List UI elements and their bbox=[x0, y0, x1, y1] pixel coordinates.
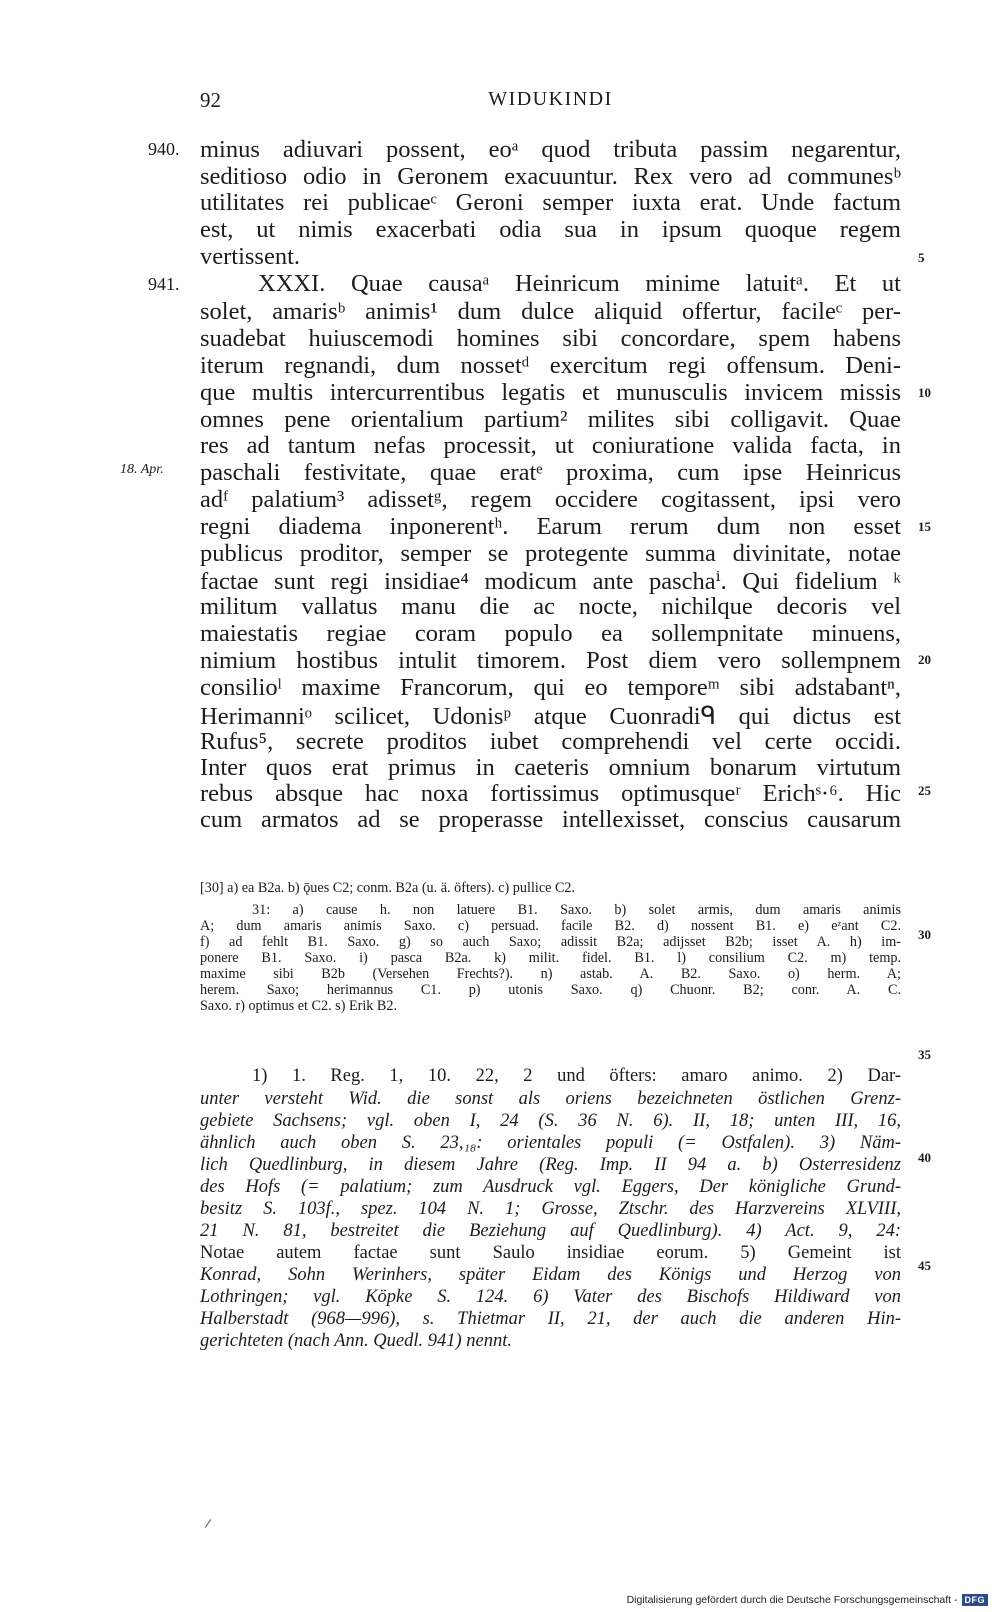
text-line: seditioso odio in Geronem exacuuntur. Rex vero ad communesᵇ bbox=[200, 163, 901, 190]
apparatus-line: 31: a) cause h. non latuere B1. Saxo. b) solet armis, dum amaris animis bbox=[252, 902, 901, 918]
text-line: Rufus⁵, secrete proditos iubet comprehendi vel certe occidi. bbox=[200, 728, 901, 755]
text-line: iterum regnandi, dum nossetᵈ exercitum regi offensum. Deni- bbox=[200, 352, 901, 379]
text-line: adᶠ palatium³ adissetᵍ, regem occidere cogitassent, ipsi vero bbox=[200, 486, 901, 513]
line-number: 25 bbox=[918, 783, 931, 798]
apparatus-line: Saxo. r) optimus et C2. s) Erik B2. bbox=[200, 998, 398, 1014]
line-number: 15 bbox=[918, 519, 931, 534]
text-line: utilitates rei publicaeᶜ Geroni semper iuxta erat. Unde factum bbox=[200, 189, 901, 216]
dfg-logo: DFG bbox=[962, 1594, 989, 1606]
chapter-heading-line: XXXI. Quae causaᵃ Heinricum minime latuitᵃ. Et ut bbox=[258, 270, 901, 297]
text-line: factae sunt regi insidiae⁴ modicum ante paschaⁱ. Qui fidelium ᵏ bbox=[200, 568, 901, 595]
apparatus-line: [30] a) ea B2a. b) ǭues C2; conm. B2a (u. ä. öfters). c) pullice C2. bbox=[200, 880, 576, 896]
footnote-line: Halberstadt (968—996), s. Thietmar II, 21, der auch die anderen Hin- bbox=[200, 1309, 901, 1329]
text-line: solet, amarisᵇ animis¹ dum dulce aliquid offertur, facileᶜ per- bbox=[200, 298, 901, 325]
line-number: 40 bbox=[918, 1150, 931, 1165]
text-line: que multis intercurrentibus legatis et munusculis invicem missis bbox=[200, 379, 901, 406]
page-header bbox=[200, 88, 901, 118]
line-number: 20 bbox=[918, 652, 931, 667]
text-line: est, ut nimis exacerbati odia sua in ipsum quoque regem bbox=[200, 216, 901, 243]
page-number: 92 bbox=[200, 88, 221, 112]
line-number: 30 bbox=[918, 927, 931, 942]
text-line: publicus proditor, semper se protegente summa divinitate, notae bbox=[200, 540, 901, 567]
footnote-line: 1) 1. Reg. 1, 10. 22, 2 und öfters: amaro animo. 2) Dar- bbox=[252, 1066, 901, 1086]
footnote-line: gebiete Sachsens; vgl. oben I, 24 (S. 36 N. 6). II, 18; unten III, 16, bbox=[200, 1111, 901, 1131]
footnote-line: lich Quedlinburg, in diesem Jahre (Reg. Imp. II 94 a. b) Osterresidenz bbox=[200, 1155, 901, 1175]
footnote-line: Lothringen; vgl. Köpke S. 124. 6) Vater des Bischofs Hildiward von bbox=[200, 1287, 901, 1307]
text-line: militum vallatus manu die ac nocte, nichilque decoris vel bbox=[200, 593, 901, 620]
footnote-line: unter versteht Wid. die sonst als oriens bezeichneten östlichen Grenz- bbox=[200, 1089, 901, 1109]
line-number: 45 bbox=[918, 1258, 931, 1273]
footnote-line: des Hofs (= palatium; zum Ausdruck vgl. Eggers, Der königliche Grund- bbox=[200, 1177, 901, 1197]
footnote-line: Konrad, Sohn Werinhers, später Eidam des Königs und Herzog von bbox=[200, 1265, 901, 1285]
line-number: 5 bbox=[918, 250, 925, 265]
text-line: consilioˡ maxime Francorum, qui eo temporeᵐ sibi adstabantⁿ, bbox=[200, 674, 901, 701]
apparatus-line: A; dum amaris animis Saxo. c) persuad. facile B2. d) nossent B1. e) eᶻant C2. bbox=[200, 918, 901, 934]
apparatus-line: f) ad fehlt B1. Saxo. g) so auch Saxo; adissit B2a; adijsset B2b; isset A. h) im- bbox=[200, 934, 901, 950]
text-line: cum armatos ad se properasse intellexisset, conscius causarum bbox=[200, 806, 901, 833]
text-line: regni diadema inponerentʰ. Earum rerum dum non esset bbox=[200, 513, 901, 540]
scan-mark bbox=[205, 1519, 212, 1528]
text-line: maiestatis regiae coram populo ea sollempnitate minuens, bbox=[200, 620, 901, 647]
line-number: 10 bbox=[918, 385, 931, 400]
footnote-line: 21 N. 81, bestreitet die Beziehung auf Quedlinburg). 4) Act. 9, 24: bbox=[200, 1221, 901, 1241]
text-line: paschali festivitate, quae eratᵉ proxima, cum ipse Heinricus bbox=[200, 459, 901, 486]
footnote-line: ähnlich auch oben S. 23,₁₈: orientales populi (= Ostfalen). 3) Näm- bbox=[200, 1133, 901, 1153]
text-line: Inter quos erat primus in caeteris omnium bonarum virtutum bbox=[200, 754, 901, 781]
text-line: omnes pene orientalium partium² milites sibi colligavit. Quae bbox=[200, 406, 901, 433]
footnote-line: besitz S. 103f., spez. 104 N. 1; Grosse, Ztschr. des Harzvereins XLVIII, bbox=[200, 1199, 901, 1219]
text-line: rebus absque hac noxa fortissimus optimusqueʳ Erichˢ·⁶. Hic bbox=[200, 780, 901, 807]
running-head: WIDUKINDI bbox=[488, 88, 613, 110]
margin-date: 18. Apr. bbox=[120, 462, 164, 477]
footer-text: Digitalisierung gefördert durch die Deutsche Forschungsgemeinschaft - bbox=[626, 1594, 958, 1606]
text-line: minus adiuvari possent, eoᵃ quod tributa passim negarentur, bbox=[200, 136, 901, 163]
margin-year-941: 941. bbox=[148, 274, 180, 294]
apparatus-line: maxime sibi B2b (Versehen Frechts?). n) astab. A. B2. Saxo. o) herm. A; bbox=[200, 966, 901, 982]
text-line: nimium hostibus intulit timorem. Post diem vero sollempnem bbox=[200, 647, 901, 674]
text-line: suadebat huiuscemodi homines sibi concordare, spem habens bbox=[200, 325, 901, 352]
footnote-line: gerichteten (nach Ann. Quedl. 941) nennt. bbox=[200, 1331, 513, 1351]
line-number: 35 bbox=[918, 1047, 931, 1062]
margin-year-940: 940. bbox=[148, 139, 180, 159]
text-line: vertissent. bbox=[200, 243, 301, 270]
apparatus-line: herem. Saxo; herimannus C1. p) utonis Saxo. q) Chuonr. B2; conr. A. C. bbox=[200, 982, 901, 998]
digitization-footer bbox=[627, 1594, 988, 1606]
text-line: res ad tantum nefas processit, ut coniuratione valida facta, in bbox=[200, 432, 901, 459]
apparatus-line: ponere B1. Saxo. i) pasca B2a. k) milit. fidel. B1. l) consilium C2. m) temp. bbox=[200, 950, 901, 966]
text-line: Herimanniᵒ scilicet, Udonisᵖ atque Cuonradiᑫ qui dictus est bbox=[200, 703, 901, 730]
footnote-line: Notae autem factae sunt Saulo insidiae eorum. 5) Gemeint ist bbox=[200, 1243, 901, 1263]
